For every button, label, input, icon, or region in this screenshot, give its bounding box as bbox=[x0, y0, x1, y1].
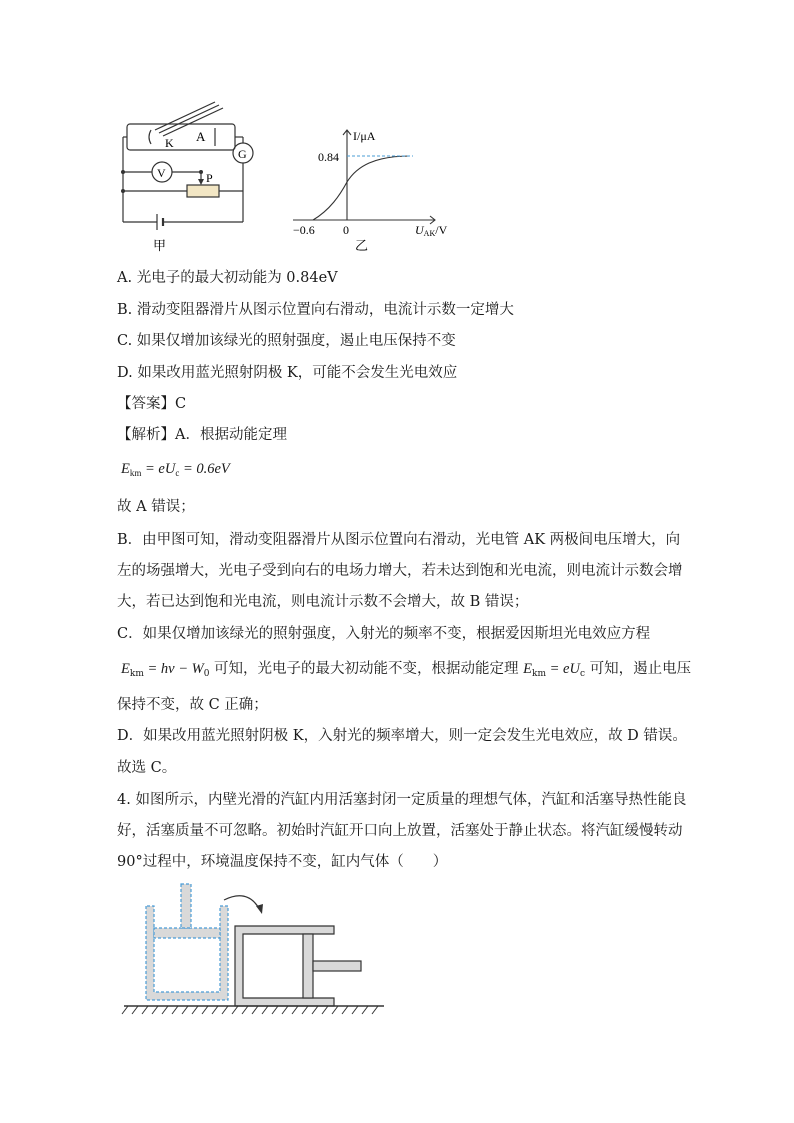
graph-caption: 乙 bbox=[355, 239, 369, 254]
question4-line2: 好，活塞质量不可忽略。初始时汽缸开口向上放置，活塞处于静止状态。将汽缸缓慢转动 bbox=[117, 823, 683, 839]
cylinder-figure bbox=[120, 878, 395, 1018]
analysis-choose: 故选 C。 bbox=[117, 760, 177, 776]
slider-label: P bbox=[206, 171, 213, 185]
answer: 【答案】C bbox=[117, 396, 187, 412]
cathode-label: K bbox=[165, 136, 174, 150]
y-axis-label: I/μA bbox=[353, 129, 376, 143]
formula-ekm: $E_{km} = eU_c = 0.6eV$ bbox=[121, 461, 230, 478]
analysis-c-line2: $E_{km} = h\nu - W_0$ 可知，光电子的最大初动能不变，根据动能定理 $E_{km} = eU_c$ 可知，遏止电压 bbox=[121, 661, 692, 679]
anode-label: A bbox=[196, 129, 206, 144]
analysis-b-line2: 左的场强增大，光电子受到向右的电场力增大，若未达到饱和光电流，则电流计示数会增 bbox=[117, 563, 683, 579]
analysis-d-line: D．如果改用蓝光照射阴极 K，入射光的频率增大，则一定会发生光电效应，故 D 错误。 bbox=[117, 728, 687, 744]
y-tick-label: 0.84 bbox=[318, 150, 339, 164]
option-c: C. 如果仅增加该绿光的照射强度，遏止电压保持不变 bbox=[117, 333, 456, 349]
option-b: B. 滑动变阻器滑片从图示位置向右滑动，电流计示数一定增大 bbox=[117, 302, 514, 318]
analysis-c-line3: 保持不变，故 C 正确； bbox=[117, 697, 268, 713]
question4-line3: 90°过程中，环境温度保持不变，缸内气体（ ） bbox=[117, 854, 448, 870]
question4-line1: 4. 如图所示，内壁光滑的汽缸内用活塞封闭一定质量的理想气体，汽缸和活塞导热性能良 bbox=[117, 792, 687, 808]
x-axis-label: UAK/V bbox=[415, 223, 448, 238]
analysis-c-line1: C．如果仅增加该绿光的照射强度，入射光的频率不变，根据爱因斯坦光电效应方程 bbox=[117, 626, 651, 642]
analysis-b-line1: B．由甲图可知，滑动变阻器滑片从图示位置向右滑动，光电管 AK 两极间电压增大，向 bbox=[117, 532, 681, 548]
origin-label: 0 bbox=[343, 223, 349, 237]
iu-graph bbox=[285, 120, 465, 255]
analysis-b-line3: 大，若已达到饱和光电流，则电流计示数不会增大，故 B 错误； bbox=[117, 594, 529, 610]
circuit-diagram bbox=[115, 100, 275, 255]
option-a: A. 光电子的最大初动能为 0.84eV bbox=[117, 270, 338, 286]
circuit-caption: 甲 bbox=[153, 239, 167, 254]
x-tick-negative: −0.6 bbox=[293, 223, 315, 237]
voltmeter-label: V bbox=[157, 166, 166, 180]
analysis-intro: 【解析】A．根据动能定理 bbox=[117, 427, 287, 443]
option-d: D. 如果改用蓝光照射阴极 K，可能不会发生光电效应 bbox=[117, 365, 458, 381]
galvanometer-label: G bbox=[238, 147, 247, 161]
a-conclusion: 故 A 错误； bbox=[117, 499, 195, 515]
